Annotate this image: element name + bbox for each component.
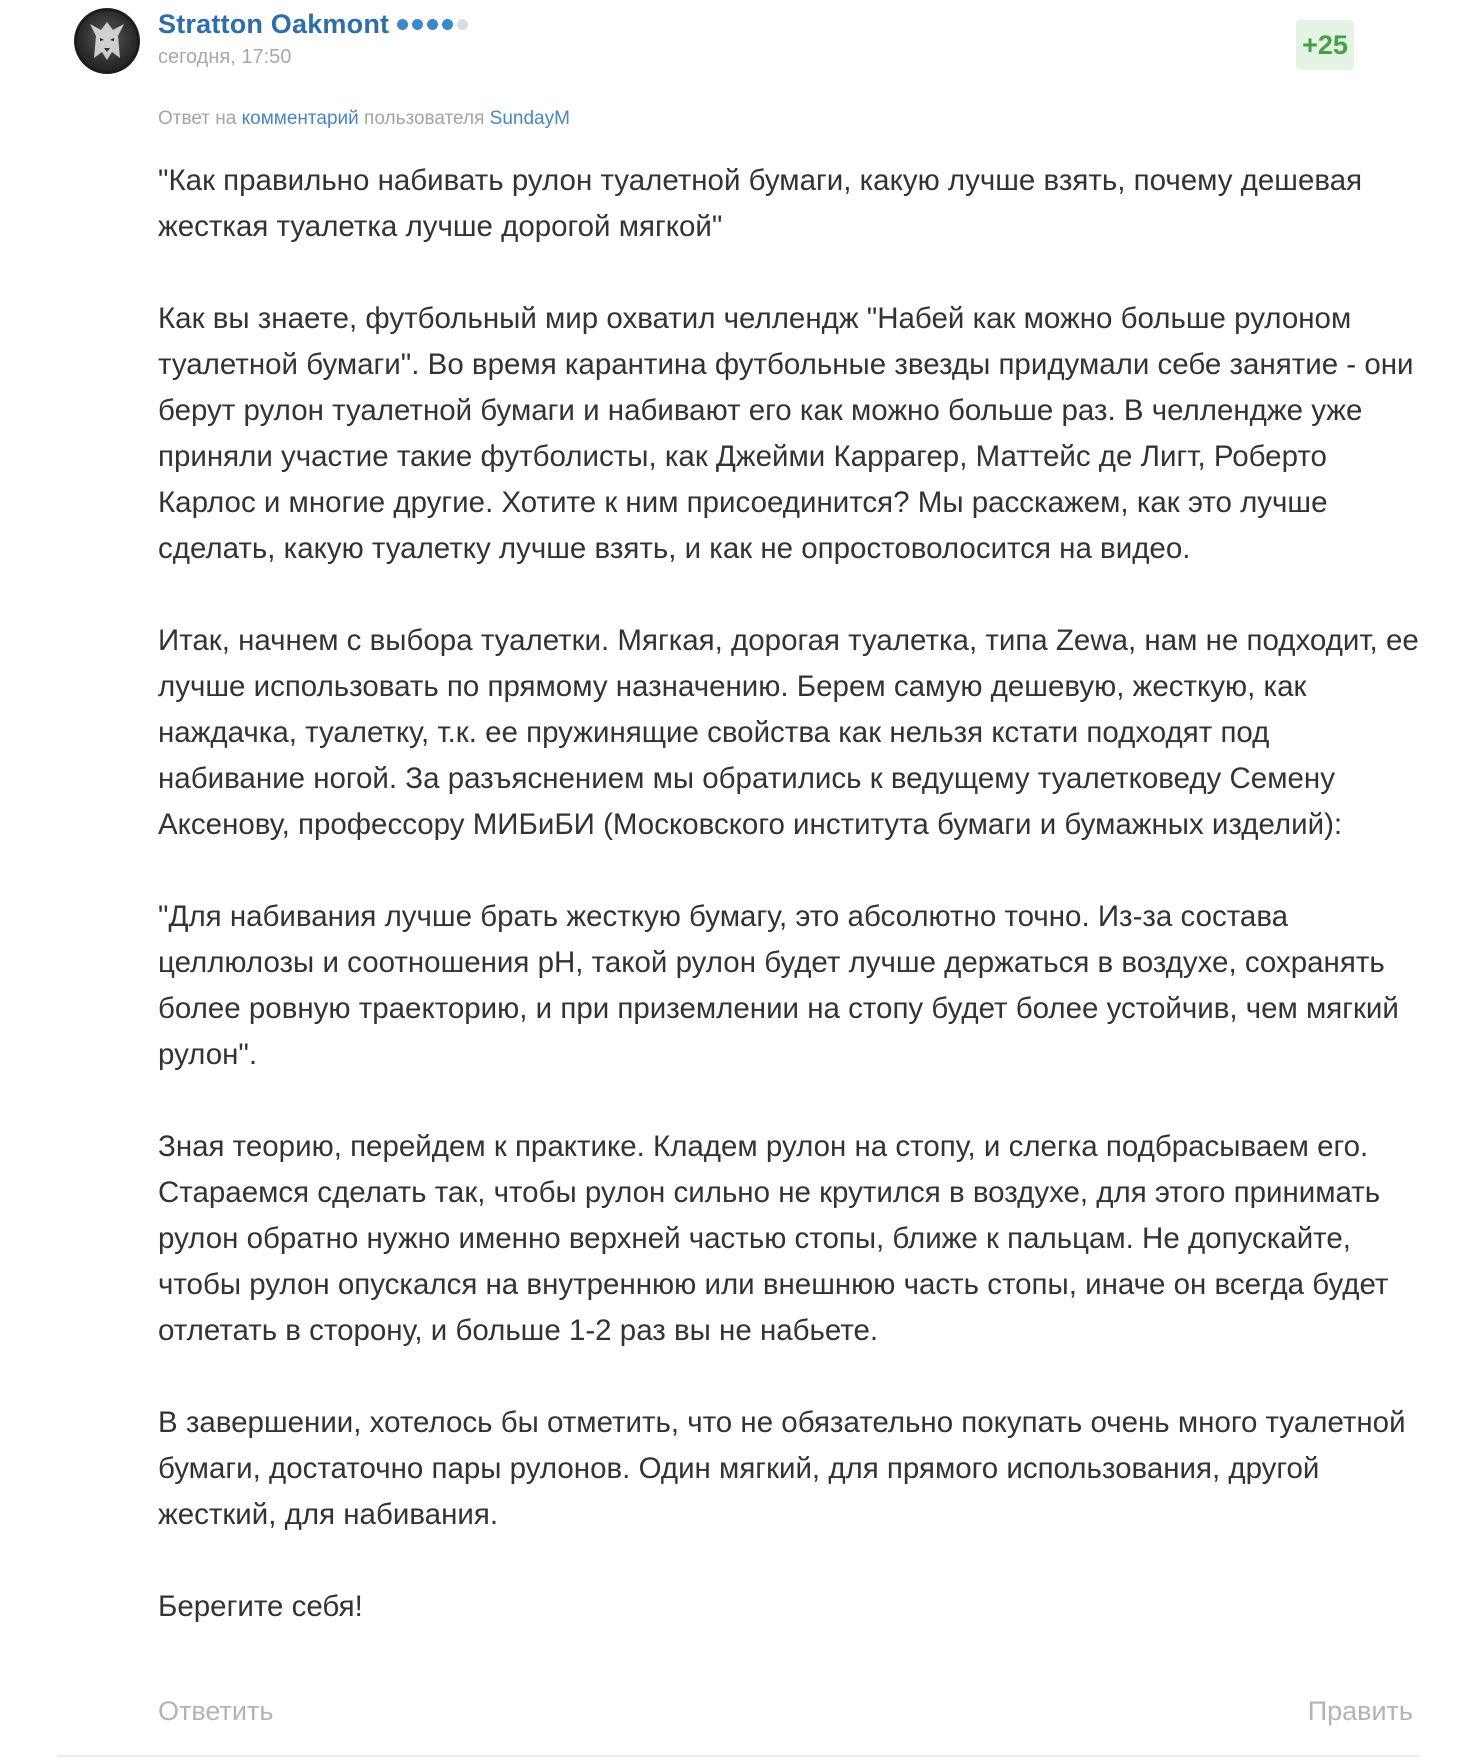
- rank-dot: [397, 19, 408, 30]
- reply-prefix: Ответ на: [158, 108, 237, 129]
- rank-indicator: [397, 19, 468, 30]
- rank-dot: [412, 19, 423, 30]
- divider: [57, 1755, 1420, 1757]
- rank-dot: [427, 19, 438, 30]
- reply-middle: пользователя: [364, 108, 485, 129]
- author-row: [158, 6, 468, 42]
- edit-button[interactable]: Править: [1307, 1696, 1413, 1726]
- comment-paragraph: Как вы знаете, футбольный мир охватил челлендж "Набей как можно больше рулоном туалетной бумаги". Во время карантина футбольные звезды придумали себе занятие - они берут рулон туалетной бумаги и набивают его как можно больше раз. В челлендже уже приняли участие такие футболисты, как Джейми Каррагер, Маттейс де Лигт, Роберто Карлос и многие другие. Хотите к ним присоединится? Мы расскажем, как это лучше сделать, какую туалетку лучше взять, и как не опростоволосится на видео.: [158, 302, 1414, 565]
- comment-timestamp: сегодня, 17:50: [158, 46, 292, 68]
- reply-reference: [158, 108, 570, 130]
- comment-paragraph: "Для набивания лучше брать жесткую бумагу, это абсолютно точно. Из-за состава целлюлозы и соотношения pH, такой рулон будет лучше держаться в воздухе, сохранять более ровную траекторию, и при приземлении на стопу будет более устойчив, чем мягкий рулон".: [158, 900, 1399, 1071]
- comment-paragraph: В завершении, хотелось бы отметить, что не обязательно покупать очень много туалетной бумаги, достаточно пары рулонов. Один мягкий, для прямого использования, другой жесткий, для набивания.: [158, 1406, 1406, 1531]
- reply-user-link[interactable]: SundayM: [489, 108, 570, 129]
- comment-body: [158, 158, 1420, 1630]
- rating-badge[interactable]: +25: [1296, 20, 1354, 70]
- comment-paragraph: Берегите себя!: [158, 1590, 363, 1623]
- avatar[interactable]: [74, 8, 140, 74]
- comment-paragraph: Зная теорию, перейдем к практике. Кладем рулон на стопу, и слегка подбрасываем его. Стараемся сделать так, чтобы рулон сильно не крутился в воздухе, для этого принимать рулон обратно нужно именно верхней частью стопы, ближе к пальцам. Не допускайте, чтобы рулон опускался на внутреннюю или внешнюю часть стопы, иначе он всегда будет отлетать в сторону, и больше 1-2 раз вы не набьете.: [158, 1130, 1389, 1347]
- comment-paragraph: Итак, начнем с выбора туалетки. Мягкая, дорогая туалетка, типа Zewa, нам не подходит, ее лучше использовать по прямому назначению. Берем самую дешевую, жесткую, как наждачка, туалетку, т.к. ее пружинящие свойства как нельзя кстати подходят под набивание ногой. За разъяснением мы обратились к ведущему туалетковеду Семену Аксенову, профессору МИБиБИ (Московского института бумаги и бумажных изделий):: [158, 624, 1419, 841]
- rank-dot: [442, 19, 453, 30]
- comment-paragraph: "Как правильно набивать рулон туалетной бумаги, какую лучше взять, почему дешевая жесткая туалетка лучше дорогой мягкой": [158, 164, 1363, 243]
- rank-dot: [457, 19, 468, 30]
- wolf-avatar-icon: [74, 8, 140, 74]
- author-name[interactable]: Stratton Oakmont: [158, 8, 390, 39]
- reply-button[interactable]: Ответить: [158, 1696, 274, 1726]
- reply-comment-link[interactable]: комментарий: [241, 108, 359, 129]
